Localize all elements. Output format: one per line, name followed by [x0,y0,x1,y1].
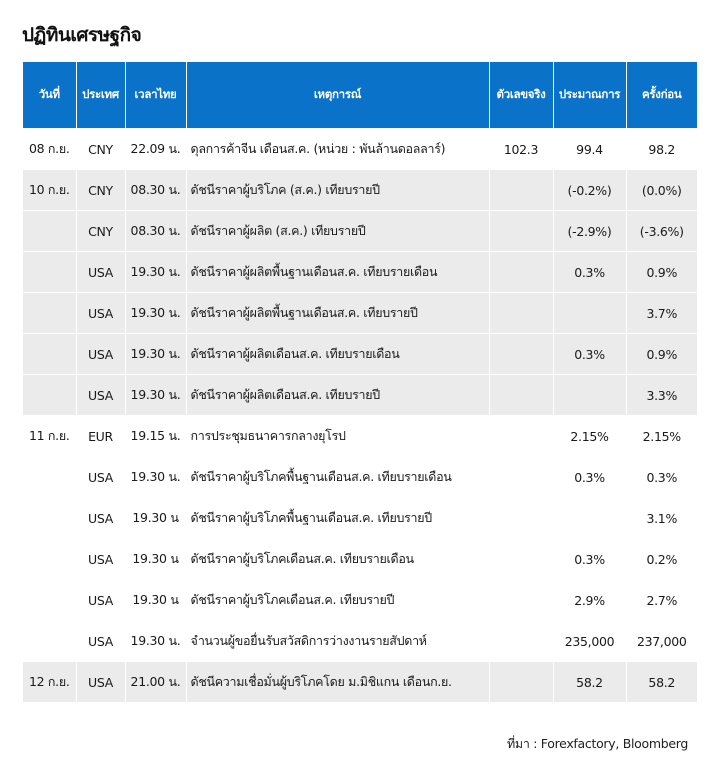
cell-country: USA [76,662,125,703]
cell-previous: 2.7% [626,580,697,621]
cell-forecast: 235,000 [553,621,626,662]
cell-event: จำนวนผู้ขอยื่นรับสวัสดิการว่างงานรายสัปดาห์ [186,621,489,662]
cell-forecast: 0.3% [553,252,626,293]
cell-date: 11 ก.ย. [23,416,76,457]
cell-time: 22.09 น. [125,129,186,170]
cell-actual [489,662,553,703]
cell-country: USA [76,293,125,334]
cell-forecast: (-2.9%) [553,211,626,252]
cell-previous: (0.0%) [626,170,697,211]
header-forecast: ประมาณการ [553,62,626,129]
table-body [23,129,697,703]
cell-time: 19.15 น. [125,416,186,457]
cell-time: 19.30 น. [125,293,186,334]
table-row [23,539,697,580]
cell-forecast [553,498,626,539]
table-row [23,252,697,293]
cell-date: 12 ก.ย. [23,662,76,703]
cell-actual [489,375,553,416]
cell-actual [489,170,553,211]
cell-previous: 237,000 [626,621,697,662]
cell-actual [489,211,553,252]
cell-actual [489,498,553,539]
cell-previous: 0.9% [626,334,697,375]
table-row [23,580,697,621]
table-row [23,129,697,170]
cell-actual [489,334,553,375]
cell-forecast: 99.4 [553,129,626,170]
cell-actual [489,416,553,457]
table-row [23,457,697,498]
cell-country: USA [76,539,125,580]
cell-country: CNY [76,211,125,252]
cell-previous: 0.2% [626,539,697,580]
cell-event: การประชุมธนาคารกลางยุโรป [186,416,489,457]
cell-previous: (-3.6%) [626,211,697,252]
cell-event: ดัชนีราคาผู้บริโภค (ส.ค.) เทียบรายปี [186,170,489,211]
table-row [23,621,697,662]
table-row [23,662,697,703]
cell-previous: 0.9% [626,252,697,293]
cell-country: USA [76,580,125,621]
cell-previous: 3.7% [626,293,697,334]
header-date: วันที่ [23,62,76,129]
table-row [23,498,697,539]
cell-country: USA [76,498,125,539]
cell-event: ดัชนีราคาผู้ผลิต (ส.ค.) เทียบรายปี [186,211,489,252]
cell-forecast: 0.3% [553,539,626,580]
cell-forecast: 2.15% [553,416,626,457]
cell-time: 19.30 น [125,580,186,621]
cell-forecast: 58.2 [553,662,626,703]
header-country: ประเทศ [76,62,125,129]
cell-date [23,539,76,580]
cell-date [23,211,76,252]
economic-calendar-table [23,62,697,702]
cell-actual [489,293,553,334]
cell-forecast: (-0.2%) [553,170,626,211]
cell-previous: 3.1% [626,498,697,539]
cell-forecast [553,375,626,416]
cell-previous: 98.2 [626,129,697,170]
table-row [23,416,697,457]
header-actual: ตัวเลขจริง [489,62,553,129]
table-row [23,375,697,416]
cell-forecast [553,293,626,334]
cell-actual [489,457,553,498]
cell-event: ดัชนีราคาผู้บริโภคเดือนส.ค. เทียบรายเดือน [186,539,489,580]
cell-time: 19.30 น [125,539,186,580]
cell-actual [489,252,553,293]
cell-time: 19.30 น. [125,375,186,416]
cell-date [23,580,76,621]
header-previous: ครั้งก่อน [626,62,697,129]
cell-event: ดัชนีราคาผู้ผลิตพื้นฐานเดือนส.ค. เทียบรายปี [186,293,489,334]
cell-actual: 102.3 [489,129,553,170]
cell-event: ดัชนีราคาผู้ผลิตเดือนส.ค. เทียบรายปี [186,375,489,416]
table-row [23,170,697,211]
cell-date [23,334,76,375]
cell-country: USA [76,252,125,293]
cell-time: 21.00 น. [125,662,186,703]
cell-date [23,457,76,498]
source-note: ที่มา : Forexfactory, Bloomberg [506,736,688,751]
cell-country: USA [76,621,125,662]
cell-event: ดัชนีราคาผู้บริโภคเดือนส.ค. เทียบรายปี [186,580,489,621]
cell-country: CNY [76,129,125,170]
cell-time: 19.30 น [125,498,186,539]
cell-actual [489,539,553,580]
cell-time: 19.30 น. [125,334,186,375]
table-row [23,334,697,375]
table-row [23,293,697,334]
cell-date: 08 ก.ย. [23,129,76,170]
cell-previous: 58.2 [626,662,697,703]
cell-country: USA [76,334,125,375]
cell-country: CNY [76,170,125,211]
cell-date [23,375,76,416]
cell-date [23,293,76,334]
cell-event: ดัชนีราคาผู้บริโภคพื้นฐานเดือนส.ค. เทียบรายเดือน [186,457,489,498]
cell-country: USA [76,457,125,498]
cell-date [23,252,76,293]
header-event: เหตุการณ์ [186,62,489,129]
cell-country: USA [76,375,125,416]
cell-forecast: 0.3% [553,457,626,498]
cell-previous: 0.3% [626,457,697,498]
cell-forecast: 2.9% [553,580,626,621]
cell-date [23,498,76,539]
cell-time: 08.30 น. [125,211,186,252]
cell-event: ดัชนีราคาผู้ผลิตเดือนส.ค. เทียบรายเดือน [186,334,489,375]
page-title: ปฏิทินเศรษฐกิจ [22,24,142,46]
table-header-row [23,62,697,129]
cell-forecast: 0.3% [553,334,626,375]
cell-time: 19.30 น. [125,252,186,293]
cell-date: 10 ก.ย. [23,170,76,211]
cell-previous: 3.3% [626,375,697,416]
header-time: เวลาไทย [125,62,186,129]
cell-time: 08.30 น. [125,170,186,211]
cell-previous: 2.15% [626,416,697,457]
cell-event: ดัชนีราคาผู้บริโภคพื้นฐานเดือนส.ค. เทียบรายปี [186,498,489,539]
cell-country: EUR [76,416,125,457]
cell-event: ดุลการค้าจีน เดือนส.ค. (หน่วย : พันล้านดอลลาร์) [186,129,489,170]
cell-time: 19.30 น. [125,457,186,498]
cell-actual [489,621,553,662]
cell-date [23,621,76,662]
cell-time: 19.30 น. [125,621,186,662]
cell-actual [489,580,553,621]
table-row [23,211,697,252]
cell-event: ดัชนีราคาผู้ผลิตพื้นฐานเดือนส.ค. เทียบรายเดือน [186,252,489,293]
cell-event: ดัชนีความเชื่อมั่นผู้บริโภคโดย ม.มิชิแกน เดือนก.ย. [186,662,489,703]
